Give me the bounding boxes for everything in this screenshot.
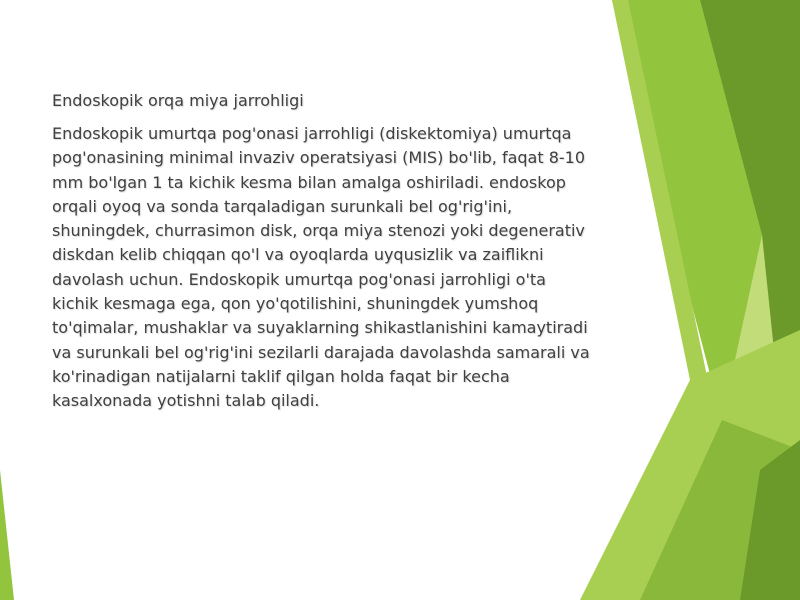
left-green-sliver <box>0 470 14 600</box>
slide-body-text: Endoskopik umurtqa pog'onasi jarrohligi (diskektomiya) umurtqa pog'onasining minimal invaziv operatsiyasi (MIS) bo'lib, faqat 8-10 mm bo'lgan 1 ta kichik kesma bilan amalga oshiriladi. endoskop orqali oyoq va sonda tarqaladigan surunkali bel og'rig'ini, shuningdek, churrasimon disk, orqa miya stenozi yoki degenerativ diskdan kelib chiqqan qo'l va oyoqlarda uyqusizlik va zaiflikni davolash uchun. Endoskopik umurtqa pog'onasi jarrohligi o'ta kichik kesmaga ega, qon yo'qotilishini, shuningdek yumshoq to'qimalar, mushaklar va suyaklarning shikastlanishini kamaytiradi va surunkali bel og'rig'ini sezilarli darajada davolashda samarali va ko'rinadigan natijalarni taklif qilgan holda faqat bir kecha kasalxonada yotishni talab qiladi. <box>52 124 590 411</box>
slide-title: Endoskopik orqa miya jarrohligi <box>52 91 304 110</box>
